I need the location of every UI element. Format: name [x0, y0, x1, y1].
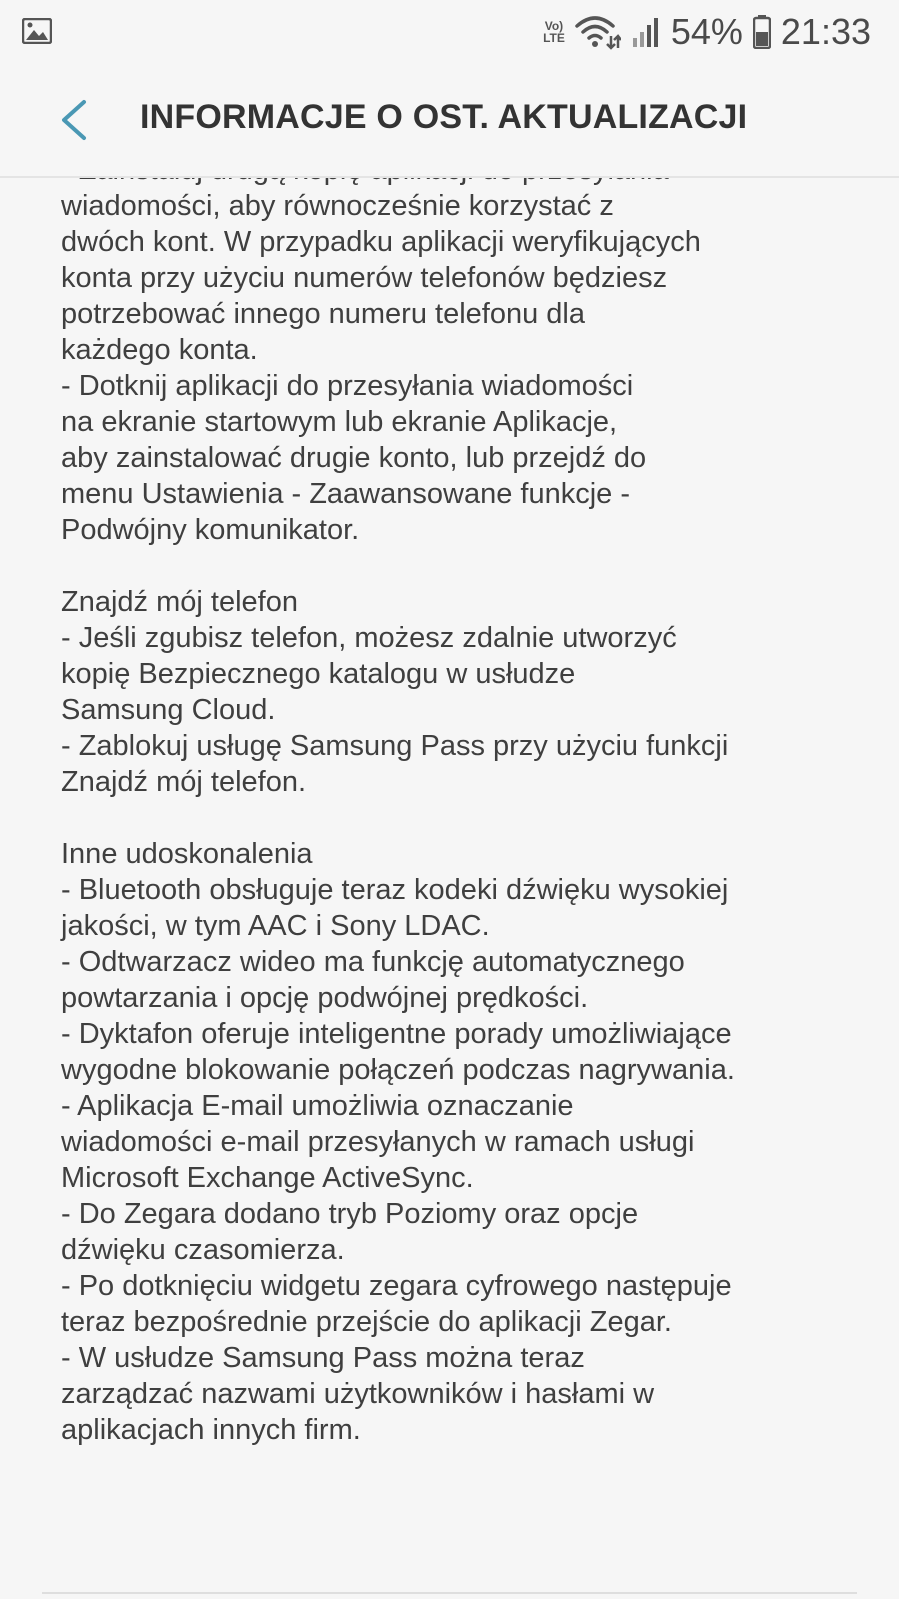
text-line: - Odtwarzacz wideo ma funkcję automatycznego	[61, 946, 685, 978]
text-line: - W usłudze Samsung Pass można teraz	[61, 1342, 585, 1374]
text-line: wiadomości e-mail przesyłanych w ramach usługi	[61, 1126, 695, 1158]
text-line: Znajdź mój telefon.	[61, 766, 307, 798]
signal-icon	[631, 16, 661, 48]
paragraph-gap	[61, 548, 851, 584]
text-line: Podwójny komunikator.	[61, 514, 360, 546]
text-line: - Aplikacja E-mail umożliwia oznaczanie	[61, 1090, 574, 1122]
text-line: dwóch kont. W przypadku aplikacji weryfikujących	[61, 226, 701, 258]
text-line: dźwięku czasomierza.	[61, 1234, 345, 1266]
text-line: kopię Bezpiecznego katalogu w usłudze	[61, 658, 576, 690]
text-line: Samsung Cloud.	[61, 694, 276, 726]
text-line: - Zablokuj usługę Samsung Pass przy użyciu funkcji	[61, 730, 729, 762]
text-line: Znajdź mój telefon	[61, 586, 298, 618]
app-header	[0, 64, 899, 178]
text-line: - Bluetooth obsługuje teraz kodeki dźwięku wysokiej	[61, 874, 729, 906]
text-line: - Jeśli zgubisz telefon, możesz zdalnie utworzyć	[61, 622, 677, 654]
volte-top: Vo)	[544, 19, 564, 33]
text-line: teraz bezpośrednie przejście do aplikacji Zegar.	[61, 1306, 672, 1338]
text-line: Microsoft Exchange ActiveSync.	[61, 1162, 474, 1194]
text-line: wygodne blokowanie połączeń podczas nagrywania.	[61, 1054, 735, 1086]
paragraph-gap	[61, 800, 851, 836]
gallery-notification-icon	[22, 18, 52, 44]
text-line: menu Ustawienia - Zaawansowane funkcje -	[61, 478, 630, 510]
text-line: każdego konta.	[61, 334, 258, 366]
bottom-divider	[42, 1592, 857, 1594]
text-line: konta przy użyciu numerów telefonów będziesz	[61, 262, 668, 294]
text-line: - Dyktafon oferuje inteligentne porady umożliwiające	[61, 1018, 732, 1050]
battery-icon	[753, 15, 771, 49]
text-line: powtarzania i opcję podwójnej prędkości.	[61, 982, 589, 1014]
release-notes-content	[61, 152, 851, 1448]
volte-indicator	[543, 20, 565, 44]
text-line: Inne udoskonalenia	[61, 838, 313, 870]
status-bar	[0, 0, 899, 64]
text-line: - Po dotknięciu widgetu zegara cyfrowego następuje	[61, 1270, 732, 1302]
text-line: na ekranie startowym lub ekranie Aplikacje,	[61, 406, 618, 438]
back-button[interactable]	[48, 92, 98, 148]
status-indicators	[543, 10, 871, 54]
text-line: jakości, w tym AAC i Sony LDAC.	[61, 910, 490, 942]
page-title: INFORMACJE O OST. AKTUALIZACJI	[140, 98, 748, 136]
wifi-icon	[575, 14, 621, 50]
clock: 21:33	[780, 11, 871, 52]
text-line: zarządzać nazwami użytkowników i hasłami w	[61, 1378, 655, 1410]
battery-percent: 54%	[670, 11, 743, 52]
text-line: aby zainstalować drugie konto, lub przejdź do	[61, 442, 647, 474]
volte-bottom: LTE	[543, 31, 565, 45]
text-line: - Dotknij aplikacji do przesyłania wiadomości	[61, 370, 634, 402]
chevron-left-icon	[58, 98, 88, 142]
text-line: - Do Zegara dodano tryb Poziomy oraz opcje	[61, 1198, 639, 1230]
text-line: wiadomości, aby równocześnie korzystać z	[61, 190, 614, 222]
text-line: aplikacjach innych firm.	[61, 1414, 361, 1446]
text-line: potrzebować innego numeru telefonu dla	[61, 298, 585, 330]
